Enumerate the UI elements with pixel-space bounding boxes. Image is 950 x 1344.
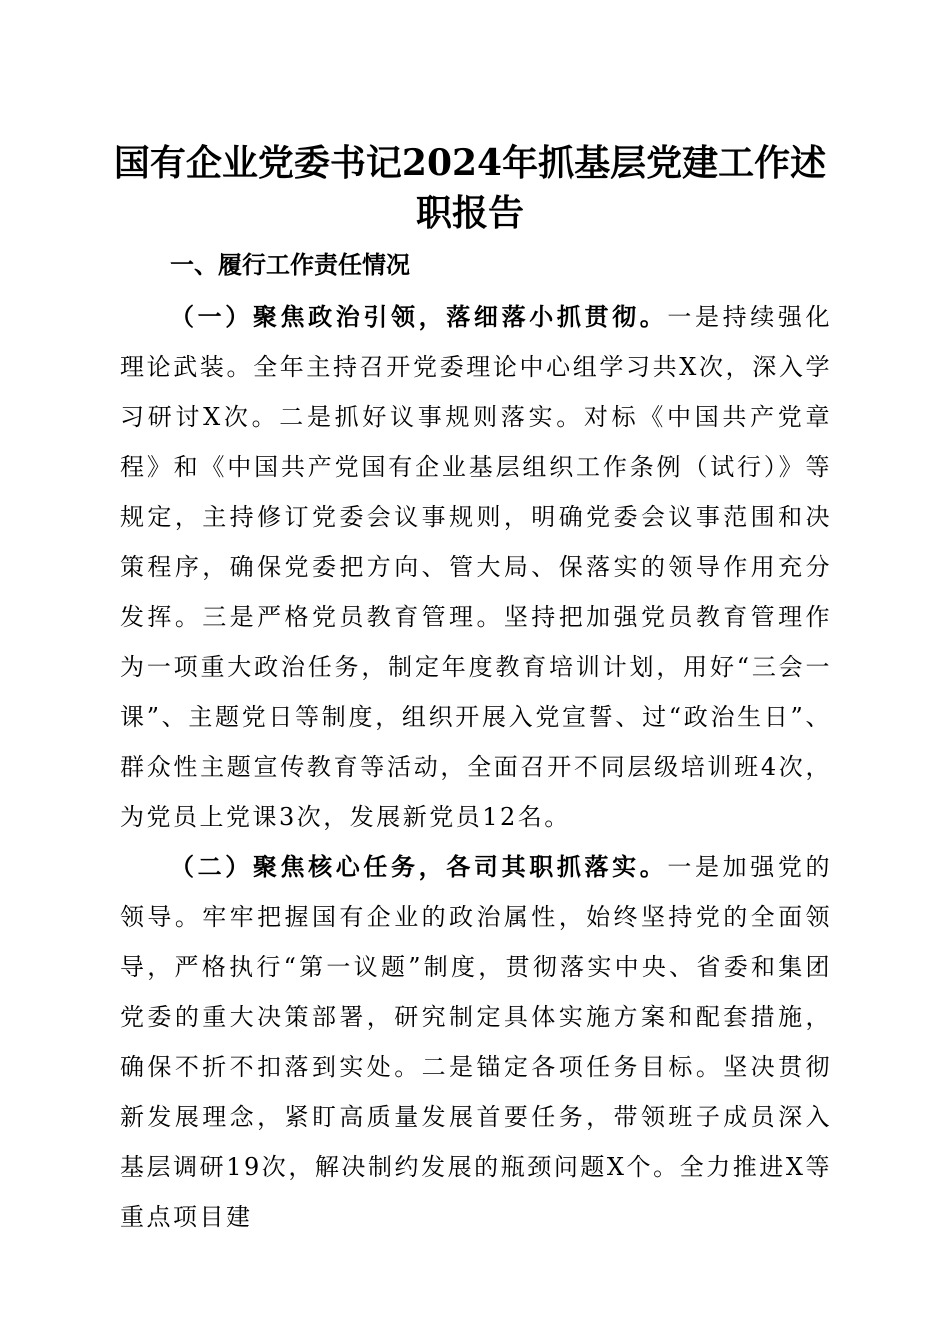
paragraph-1-text: 一是持续强化理论武装。全年主持召开党委理论中心组学习共X次，深入学习研讨X次。二是抓好议事规则落实。对标《中国共产党章程》和《中国共产党国有企业基层组织工作条例（试行）》等规定，主持修订党委会议事规则，明确党委会议事范围和决策程序，确保党委把方向、管大局、保落实的领导作用充分发挥。三是严格党员教育管理。坚持把加强党员教育管理作为一项重大政治任务，制定年度教育培训计划，用好“三会一课”、主题党日等制度，组织开展入党宣誓、过“政治生日”、群众性主题宣传教育等活动，全面召开不同层级培训班4次，为党员上党课3次，发展新党员12名。 — [120, 303, 833, 831]
paragraph-2 — [120, 842, 832, 1242]
section-heading: 一、履行工作责任情况 — [170, 251, 410, 279]
paragraph-2-lead: （二）聚焦核心任务，各司其职抓落实。 — [170, 852, 668, 881]
paragraph-2-text: 一是加强党的领导。牢牢把握国有企业的政治属性，始终坚持党的全面领导，严格执行“第一议题”制度，贯彻落实中央、省委和集团党委的重大决策部署，研究制定具体实施方案和配套措施，确保不折不扣落到实处。二是锚定各项任务目标。坚决贯彻新发展理念，紧盯高质量发展首要任务，带领班子成员深入基层调研19次，解决制约发展的瓶颈问题X个。全力推进X等重点项目建 — [120, 853, 833, 1231]
document-body — [120, 292, 832, 1242]
document-title: 国有企业党委书记2024年抓基层党建工作述职报告 — [113, 142, 827, 234]
paragraph-1 — [120, 292, 832, 842]
paragraph-1-lead: （一）聚焦政治引领，落细落小抓贯彻。 — [170, 302, 668, 331]
